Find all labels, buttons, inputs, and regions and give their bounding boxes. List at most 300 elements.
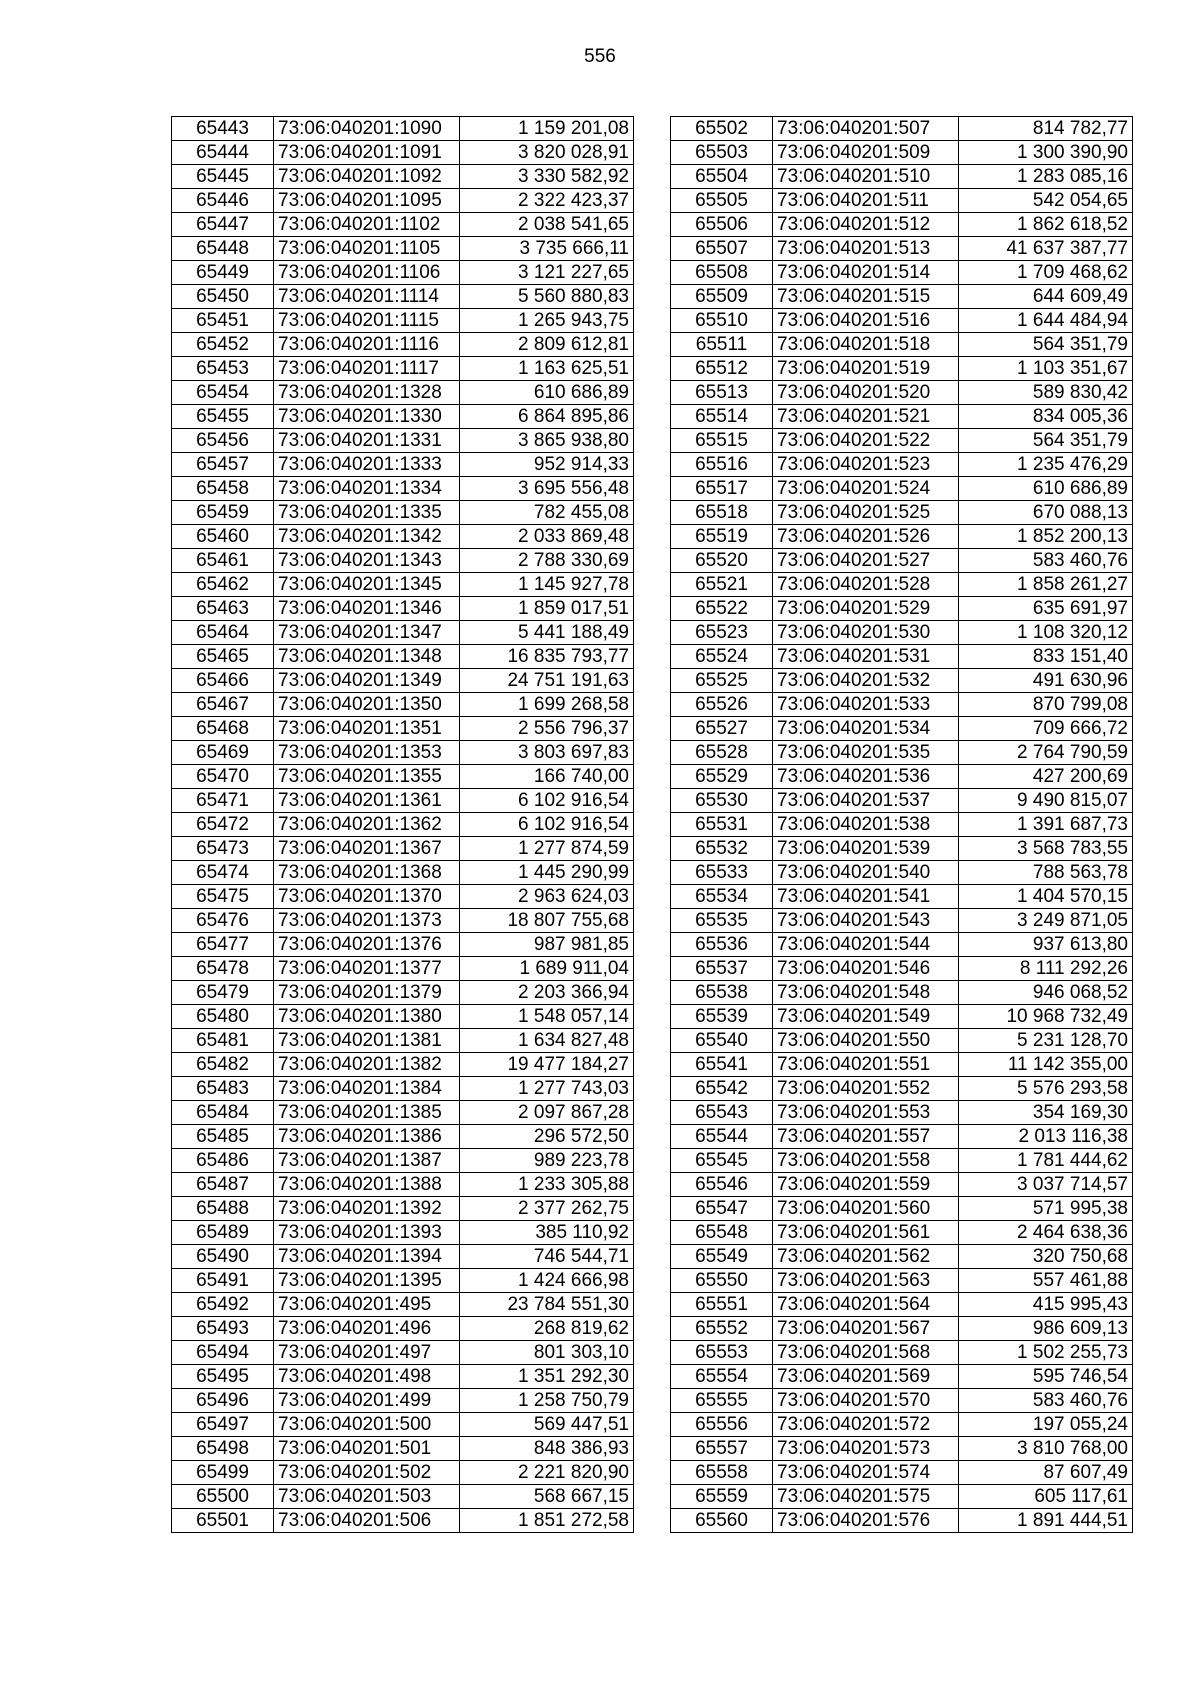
row-number-cell: 65493	[172, 1317, 274, 1341]
cadastral-number-cell: 73:06:040201:1348	[274, 645, 460, 669]
value-cell: 3 820 028,91	[460, 141, 634, 165]
table-row	[671, 645, 1133, 669]
value-cell: 2 556 796,37	[460, 717, 634, 741]
table-row	[172, 621, 634, 645]
table-row	[172, 597, 634, 621]
value-cell: 2 033 869,48	[460, 525, 634, 549]
table-row	[671, 837, 1133, 861]
table-row	[671, 885, 1133, 909]
table-row	[671, 741, 1133, 765]
value-cell: 1 859 017,51	[460, 597, 634, 621]
value-cell: 3 330 582,92	[460, 165, 634, 189]
row-number-cell: 65551	[671, 1293, 773, 1317]
value-cell: 296 572,50	[460, 1125, 634, 1149]
table-row	[671, 813, 1133, 837]
table-row	[671, 861, 1133, 885]
cadastral-number-cell: 73:06:040201:552	[773, 1077, 959, 1101]
cadastral-number-cell: 73:06:040201:1345	[274, 573, 460, 597]
cadastral-number-cell: 73:06:040201:529	[773, 597, 959, 621]
cadastral-number-cell: 73:06:040201:544	[773, 933, 959, 957]
value-cell: 385 110,92	[460, 1221, 634, 1245]
cadastral-number-cell: 73:06:040201:1385	[274, 1101, 460, 1125]
table-row	[172, 285, 634, 309]
row-number-cell: 65522	[671, 597, 773, 621]
table-row	[172, 1125, 634, 1149]
table-row	[172, 1101, 634, 1125]
page-number: 556	[584, 46, 616, 67]
table-row	[671, 165, 1133, 189]
value-cell: 8 111 292,26	[959, 957, 1133, 981]
value-cell: 354 169,30	[959, 1101, 1133, 1125]
cadastral-number-cell: 73:06:040201:527	[773, 549, 959, 573]
row-number-cell: 65508	[671, 261, 773, 285]
value-cell: 1 851 272,58	[460, 1509, 634, 1533]
value-cell: 2 038 541,65	[460, 213, 634, 237]
cadastral-number-cell: 73:06:040201:536	[773, 765, 959, 789]
cadastral-number-cell: 73:06:040201:1384	[274, 1077, 460, 1101]
table-row	[172, 789, 634, 813]
value-cell: 670 088,13	[959, 501, 1133, 525]
row-number-cell: 65549	[671, 1245, 773, 1269]
cadastral-number-cell: 73:06:040201:1370	[274, 885, 460, 909]
row-number-cell: 65459	[172, 501, 274, 525]
row-number-cell: 65460	[172, 525, 274, 549]
cadastral-number-cell: 73:06:040201:1393	[274, 1221, 460, 1245]
row-number-cell: 65535	[671, 909, 773, 933]
row-number-cell: 65545	[671, 1149, 773, 1173]
row-number-cell: 65512	[671, 357, 773, 381]
row-number-cell: 65532	[671, 837, 773, 861]
cadastral-number-cell: 73:06:040201:501	[274, 1437, 460, 1461]
row-number-cell: 65500	[172, 1485, 274, 1509]
value-cell: 16 835 793,77	[460, 645, 634, 669]
value-cell: 568 667,15	[460, 1485, 634, 1509]
table-body-right	[671, 117, 1133, 1533]
table-row	[172, 573, 634, 597]
value-cell: 571 995,38	[959, 1197, 1133, 1221]
cadastral-number-cell: 73:06:040201:1380	[274, 1005, 460, 1029]
table-row	[172, 909, 634, 933]
value-cell: 746 544,71	[460, 1245, 634, 1269]
table-row	[671, 501, 1133, 525]
cadastral-number-cell: 73:06:040201:514	[773, 261, 959, 285]
row-number-cell: 65558	[671, 1461, 773, 1485]
cadastral-number-cell: 73:06:040201:496	[274, 1317, 460, 1341]
value-cell: 3 695 556,48	[460, 477, 634, 501]
value-cell: 1 548 057,14	[460, 1005, 634, 1029]
value-cell: 595 746,54	[959, 1365, 1133, 1389]
value-cell: 635 691,97	[959, 597, 1133, 621]
cadastral-number-cell: 73:06:040201:515	[773, 285, 959, 309]
row-number-cell: 65504	[671, 165, 773, 189]
row-number-cell: 65474	[172, 861, 274, 885]
cadastral-number-cell: 73:06:040201:1367	[274, 837, 460, 861]
row-number-cell: 65542	[671, 1077, 773, 1101]
row-number-cell: 65487	[172, 1173, 274, 1197]
value-cell: 415 995,43	[959, 1293, 1133, 1317]
cadastral-number-cell: 73:06:040201:1090	[274, 117, 460, 141]
row-number-cell: 65491	[172, 1269, 274, 1293]
row-number-cell: 65515	[671, 429, 773, 453]
value-cell: 2 221 820,90	[460, 1461, 634, 1485]
row-number-cell: 65454	[172, 381, 274, 405]
value-cell: 5 560 880,83	[460, 285, 634, 309]
value-cell: 1 634 827,48	[460, 1029, 634, 1053]
value-cell: 1 233 305,88	[460, 1173, 634, 1197]
value-cell: 709 666,72	[959, 717, 1133, 741]
cadastral-number-cell: 73:06:040201:495	[274, 1293, 460, 1317]
table-row	[671, 141, 1133, 165]
cadastral-number-cell: 73:06:040201:1377	[274, 957, 460, 981]
value-cell: 6 864 895,86	[460, 405, 634, 429]
row-number-cell: 65453	[172, 357, 274, 381]
cadastral-number-cell: 73:06:040201:541	[773, 885, 959, 909]
row-number-cell: 65455	[172, 405, 274, 429]
row-number-cell: 65543	[671, 1101, 773, 1125]
table-row	[671, 573, 1133, 597]
row-number-cell: 65501	[172, 1509, 274, 1533]
value-cell: 610 686,89	[959, 477, 1133, 501]
cadastral-number-cell: 73:06:040201:1092	[274, 165, 460, 189]
value-cell: 1 265 943,75	[460, 309, 634, 333]
row-number-cell: 65456	[172, 429, 274, 453]
cadastral-number-cell: 73:06:040201:531	[773, 645, 959, 669]
row-number-cell: 65466	[172, 669, 274, 693]
value-cell: 557 461,88	[959, 1269, 1133, 1293]
table-row	[671, 1365, 1133, 1389]
value-cell: 3 735 666,11	[460, 237, 634, 261]
row-number-cell: 65554	[671, 1365, 773, 1389]
value-cell: 491 630,96	[959, 669, 1133, 693]
table-row	[671, 933, 1133, 957]
cadastral-number-cell: 73:06:040201:1330	[274, 405, 460, 429]
cadastral-number-cell: 73:06:040201:561	[773, 1221, 959, 1245]
row-number-cell: 65482	[172, 1053, 274, 1077]
row-number-cell: 65457	[172, 453, 274, 477]
row-number-cell: 65523	[671, 621, 773, 645]
value-cell: 1 283 085,16	[959, 165, 1133, 189]
row-number-cell: 65555	[671, 1389, 773, 1413]
row-number-cell: 65526	[671, 693, 773, 717]
table-row	[172, 1509, 634, 1533]
cadastral-number-cell: 73:06:040201:1362	[274, 813, 460, 837]
row-number-cell: 65503	[671, 141, 773, 165]
cadastral-number-cell: 73:06:040201:1386	[274, 1125, 460, 1149]
row-number-cell: 65520	[671, 549, 773, 573]
row-number-cell: 65505	[671, 189, 773, 213]
row-number-cell: 65548	[671, 1221, 773, 1245]
table-row	[172, 189, 634, 213]
value-cell: 3 249 871,05	[959, 909, 1133, 933]
cadastral-number-cell: 73:06:040201:1328	[274, 381, 460, 405]
cadastral-number-cell: 73:06:040201:506	[274, 1509, 460, 1533]
cadastral-number-cell: 73:06:040201:1382	[274, 1053, 460, 1077]
cadastral-number-cell: 73:06:040201:564	[773, 1293, 959, 1317]
table-row	[172, 1317, 634, 1341]
cadastral-number-cell: 73:06:040201:1095	[274, 189, 460, 213]
table-row	[172, 1197, 634, 1221]
cadastral-number-cell: 73:06:040201:524	[773, 477, 959, 501]
row-number-cell: 65469	[172, 741, 274, 765]
row-number-cell: 65478	[172, 957, 274, 981]
table-row	[172, 1485, 634, 1509]
row-number-cell: 65452	[172, 333, 274, 357]
table-row	[671, 1317, 1133, 1341]
value-cell: 2 809 612,81	[460, 333, 634, 357]
table-row	[172, 645, 634, 669]
value-cell: 166 740,00	[460, 765, 634, 789]
row-number-cell: 65484	[172, 1101, 274, 1125]
table-row	[172, 1149, 634, 1173]
table-row	[172, 549, 634, 573]
row-number-cell: 65476	[172, 909, 274, 933]
value-cell: 1 351 292,30	[460, 1365, 634, 1389]
row-number-cell: 65509	[671, 285, 773, 309]
cadastral-number-cell: 73:06:040201:1114	[274, 285, 460, 309]
table-row	[172, 741, 634, 765]
value-cell: 1 858 261,27	[959, 573, 1133, 597]
row-number-cell: 65467	[172, 693, 274, 717]
value-cell: 564 351,79	[959, 429, 1133, 453]
cadastral-number-cell: 73:06:040201:522	[773, 429, 959, 453]
table-row	[671, 765, 1133, 789]
table-row	[172, 885, 634, 909]
table-row	[671, 1053, 1133, 1077]
value-cell: 870 799,08	[959, 693, 1133, 717]
cadastral-number-cell: 73:06:040201:1387	[274, 1149, 460, 1173]
table-row	[172, 501, 634, 525]
row-number-cell: 65517	[671, 477, 773, 501]
value-cell: 1 300 390,90	[959, 141, 1133, 165]
value-cell: 1 277 874,59	[460, 837, 634, 861]
cadastral-number-cell: 73:06:040201:503	[274, 1485, 460, 1509]
row-number-cell: 65521	[671, 573, 773, 597]
row-number-cell: 65488	[172, 1197, 274, 1221]
cadastral-number-cell: 73:06:040201:576	[773, 1509, 959, 1533]
row-number-cell: 65470	[172, 765, 274, 789]
row-number-cell: 65559	[671, 1485, 773, 1509]
row-number-cell: 65533	[671, 861, 773, 885]
table-row	[671, 1293, 1133, 1317]
row-number-cell: 65449	[172, 261, 274, 285]
row-number-cell: 65465	[172, 645, 274, 669]
row-number-cell: 65527	[671, 717, 773, 741]
cadastral-number-cell: 73:06:040201:502	[274, 1461, 460, 1485]
row-number-cell: 65445	[172, 165, 274, 189]
cadastral-number-cell: 73:06:040201:1091	[274, 141, 460, 165]
table-row	[671, 189, 1133, 213]
cadastral-number-cell: 73:06:040201:1350	[274, 693, 460, 717]
row-number-cell: 65473	[172, 837, 274, 861]
value-cell: 19 477 184,27	[460, 1053, 634, 1077]
value-cell: 3 865 938,80	[460, 429, 634, 453]
value-cell: 1 108 320,12	[959, 621, 1133, 645]
table-row	[671, 477, 1133, 501]
table-row	[172, 525, 634, 549]
table-row	[671, 1197, 1133, 1221]
table-row	[671, 525, 1133, 549]
value-cell: 814 782,77	[959, 117, 1133, 141]
cadastral-table-right	[670, 116, 1133, 1533]
cadastral-number-cell: 73:06:040201:1115	[274, 309, 460, 333]
cadastral-number-cell: 73:06:040201:540	[773, 861, 959, 885]
value-cell: 3 121 227,65	[460, 261, 634, 285]
table-row	[671, 333, 1133, 357]
value-cell: 610 686,89	[460, 381, 634, 405]
row-number-cell: 65506	[671, 213, 773, 237]
table-row	[172, 933, 634, 957]
table-row	[172, 717, 634, 741]
table-row	[671, 669, 1133, 693]
table-row	[671, 1269, 1133, 1293]
value-cell: 2 963 624,03	[460, 885, 634, 909]
row-number-cell: 65463	[172, 597, 274, 621]
row-number-cell: 65538	[671, 981, 773, 1005]
table-row	[671, 381, 1133, 405]
row-number-cell: 65540	[671, 1029, 773, 1053]
cadastral-number-cell: 73:06:040201:1334	[274, 477, 460, 501]
table-row	[172, 237, 634, 261]
table-row	[172, 333, 634, 357]
row-number-cell: 65537	[671, 957, 773, 981]
table-row	[172, 1437, 634, 1461]
value-cell: 1 502 255,73	[959, 1341, 1133, 1365]
row-number-cell: 65499	[172, 1461, 274, 1485]
table-row	[172, 381, 634, 405]
table-row	[172, 861, 634, 885]
table-row	[671, 909, 1133, 933]
cadastral-number-cell: 73:06:040201:1106	[274, 261, 460, 285]
table-row	[671, 1509, 1133, 1533]
row-number-cell: 65534	[671, 885, 773, 909]
row-number-cell: 65498	[172, 1437, 274, 1461]
table-row	[172, 261, 634, 285]
value-cell: 937 613,80	[959, 933, 1133, 957]
cadastral-number-cell: 73:06:040201:553	[773, 1101, 959, 1125]
value-cell: 1 709 468,62	[959, 261, 1133, 285]
row-number-cell: 65553	[671, 1341, 773, 1365]
table-row	[671, 429, 1133, 453]
table-row	[172, 1461, 634, 1485]
value-cell: 946 068,52	[959, 981, 1133, 1005]
cadastral-number-cell: 73:06:040201:570	[773, 1389, 959, 1413]
row-number-cell: 65477	[172, 933, 274, 957]
value-cell: 3 810 768,00	[959, 1437, 1133, 1461]
cadastral-number-cell: 73:06:040201:1349	[274, 669, 460, 693]
row-number-cell: 65524	[671, 645, 773, 669]
row-number-cell: 65525	[671, 669, 773, 693]
value-cell: 1 852 200,13	[959, 525, 1133, 549]
table-row	[172, 1221, 634, 1245]
value-cell: 1 445 290,99	[460, 861, 634, 885]
value-cell: 197 055,24	[959, 1413, 1133, 1437]
row-number-cell: 65519	[671, 525, 773, 549]
value-cell: 6 102 916,54	[460, 813, 634, 837]
value-cell: 788 563,78	[959, 861, 1133, 885]
cadastral-number-cell: 73:06:040201:558	[773, 1149, 959, 1173]
table-row	[671, 453, 1133, 477]
cadastral-number-cell: 73:06:040201:1331	[274, 429, 460, 453]
cadastral-number-cell: 73:06:040201:513	[773, 237, 959, 261]
table-row	[671, 1005, 1133, 1029]
value-cell: 833 151,40	[959, 645, 1133, 669]
value-cell: 1 404 570,15	[959, 885, 1133, 909]
value-cell: 987 981,85	[460, 933, 634, 957]
value-cell: 5 231 128,70	[959, 1029, 1133, 1053]
cadastral-number-cell: 73:06:040201:549	[773, 1005, 959, 1029]
value-cell: 644 609,49	[959, 285, 1133, 309]
value-cell: 1 235 476,29	[959, 453, 1133, 477]
row-number-cell: 65494	[172, 1341, 274, 1365]
value-cell: 5 441 188,49	[460, 621, 634, 645]
value-cell: 1 781 444,62	[959, 1149, 1133, 1173]
table-row	[671, 597, 1133, 621]
cadastral-number-cell: 73:06:040201:526	[773, 525, 959, 549]
value-cell: 589 830,42	[959, 381, 1133, 405]
row-number-cell: 65450	[172, 285, 274, 309]
cadastral-number-cell: 73:06:040201:1392	[274, 1197, 460, 1221]
table-row	[172, 693, 634, 717]
row-number-cell: 65483	[172, 1077, 274, 1101]
table-row	[671, 1341, 1133, 1365]
table-row	[671, 213, 1133, 237]
value-cell: 801 303,10	[460, 1341, 634, 1365]
table-row	[671, 1413, 1133, 1437]
table-row	[172, 453, 634, 477]
row-number-cell: 65485	[172, 1125, 274, 1149]
cadastral-number-cell: 73:06:040201:537	[773, 789, 959, 813]
value-cell: 87 607,49	[959, 1461, 1133, 1485]
cadastral-number-cell: 73:06:040201:559	[773, 1173, 959, 1197]
value-cell: 1 644 484,94	[959, 309, 1133, 333]
cadastral-number-cell: 73:06:040201:560	[773, 1197, 959, 1221]
row-number-cell: 65448	[172, 237, 274, 261]
table-row	[172, 1077, 634, 1101]
cadastral-number-cell: 73:06:040201:1351	[274, 717, 460, 741]
cadastral-number-cell: 73:06:040201:1102	[274, 213, 460, 237]
row-number-cell: 65529	[671, 765, 773, 789]
cadastral-number-cell: 73:06:040201:1361	[274, 789, 460, 813]
cadastral-number-cell: 73:06:040201:546	[773, 957, 959, 981]
value-cell: 41 637 387,77	[959, 237, 1133, 261]
cadastral-number-cell: 73:06:040201:1333	[274, 453, 460, 477]
table-row	[172, 117, 634, 141]
value-cell: 605 117,61	[959, 1485, 1133, 1509]
value-cell: 1 277 743,03	[460, 1077, 634, 1101]
cadastral-number-cell: 73:06:040201:550	[773, 1029, 959, 1053]
row-number-cell: 65490	[172, 1245, 274, 1269]
table-row	[671, 1125, 1133, 1149]
row-number-cell: 65552	[671, 1317, 773, 1341]
table-row	[671, 981, 1133, 1005]
cadastral-number-cell: 73:06:040201:520	[773, 381, 959, 405]
table-row	[671, 405, 1133, 429]
cadastral-number-cell: 73:06:040201:1347	[274, 621, 460, 645]
cadastral-number-cell: 73:06:040201:497	[274, 1341, 460, 1365]
row-number-cell: 65472	[172, 813, 274, 837]
cadastral-number-cell: 73:06:040201:1117	[274, 357, 460, 381]
table-row	[671, 1101, 1133, 1125]
cadastral-number-cell: 73:06:040201:1335	[274, 501, 460, 525]
cadastral-number-cell: 73:06:040201:500	[274, 1413, 460, 1437]
row-number-cell: 65447	[172, 213, 274, 237]
row-number-cell: 65531	[671, 813, 773, 837]
value-cell: 1 159 201,08	[460, 117, 634, 141]
value-cell: 986 609,13	[959, 1317, 1133, 1341]
cadastral-number-cell: 73:06:040201:1355	[274, 765, 460, 789]
cadastral-number-cell: 73:06:040201:509	[773, 141, 959, 165]
value-cell: 2 764 790,59	[959, 741, 1133, 765]
